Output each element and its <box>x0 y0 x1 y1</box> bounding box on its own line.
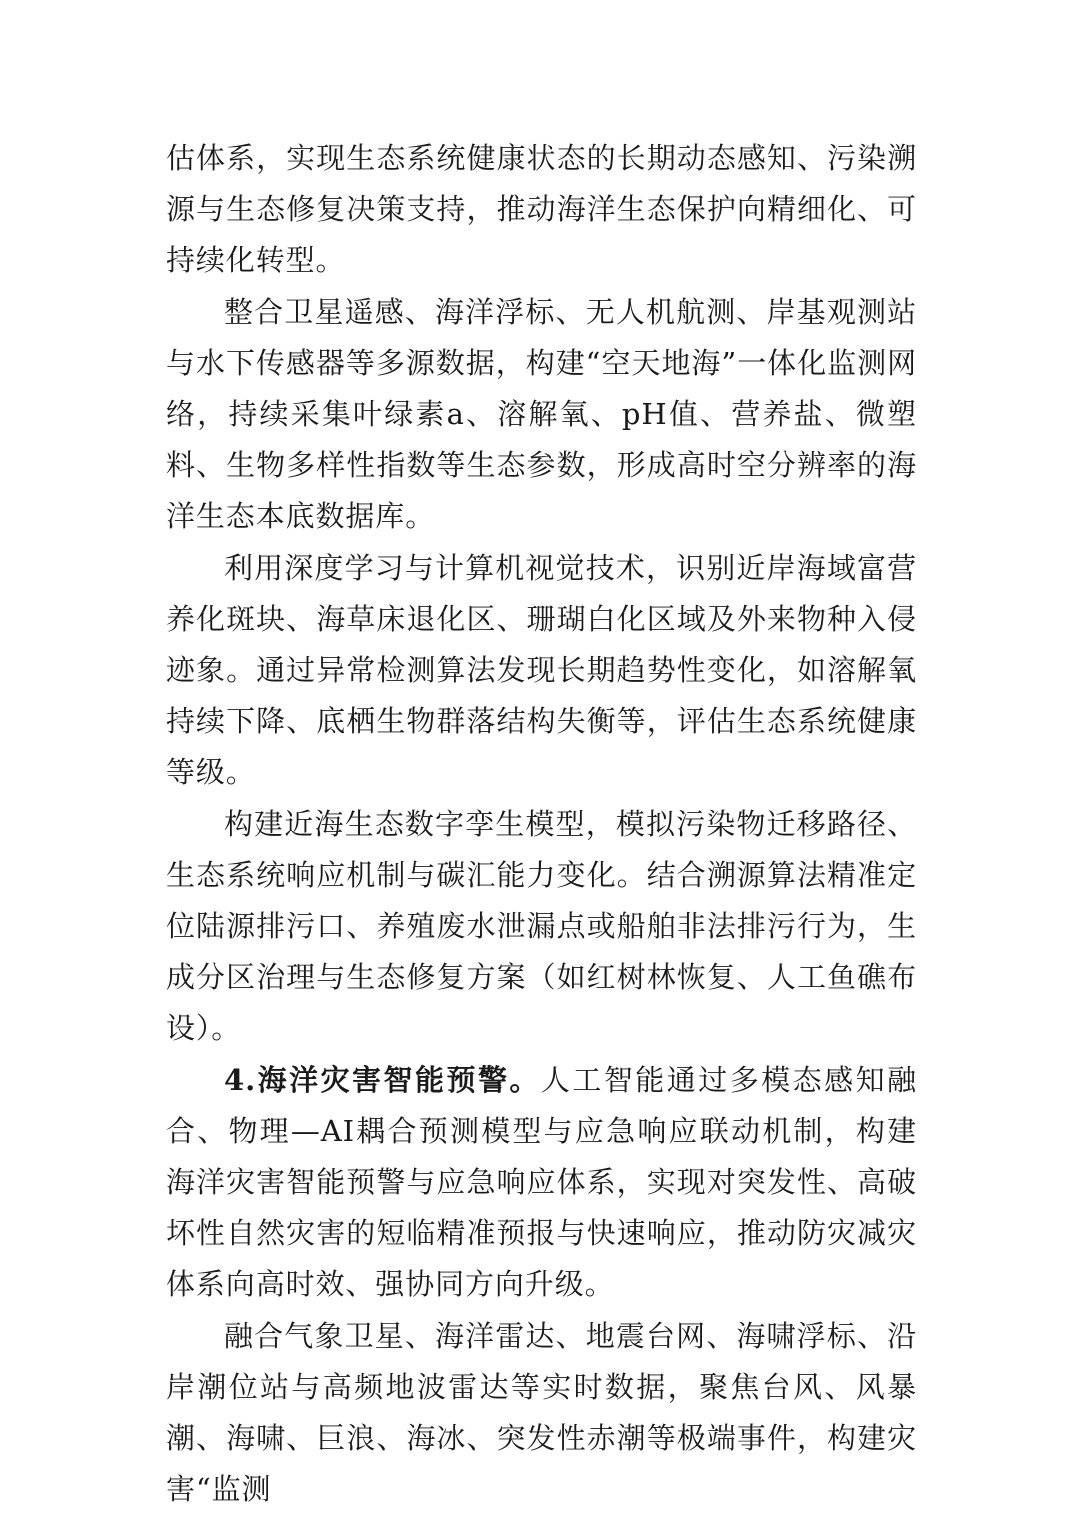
paragraph-disaster-warning <box>166 1055 917 1311</box>
paragraph-continuation: 估体系，实现生态系统健康状态的长期动态感知、污染溯源与生态修复决策支持，推动海洋生态保护向精细化、可持续化转型。 <box>166 141 917 278</box>
document-page <box>166 133 917 1515</box>
paragraph-data-fusion: 融合气象卫星、海洋雷达、地震台网、海啸浮标、沿岸潮位站与高频地波雷达等实时数据，聚焦台风、风暴潮、海啸、巨浪、海冰、突发性赤潮等极端事件，构建灾害“监测 <box>166 1318 917 1507</box>
paragraph-ai-recognition: 利用深度学习与计算机视觉技术，识别近岸海域富营养化斑块、海草床退化区、珊瑚白化区域及外来物种入侵迹象。通过异常检测算法发现长期趋势性变化，如溶解氧持续下降、底栖生物群落结构失衡等，评估生态系统健康等级。 <box>166 550 917 790</box>
paragraph-digital-twin: 构建近海生态数字孪生模型，模拟污染物迁移路径、生态系统响应机制与碳汇能力变化。结合溯源算法精准定位陆源排污口、养殖废水泄漏点或船舶非法排污行为，生成分区治理与生态修复方案（如红树林恢复、人工鱼礁布设）。 <box>166 806 917 1046</box>
section-heading: 4.海洋灾害智能预警。 <box>224 1062 541 1097</box>
paragraph-monitoring-network: 整合卫星遥感、海洋浮标、无人机航测、岸基观测站与水下传感器等多源数据，构建“空天地海”一体化监测网络，持续采集叶绿素a、溶解氧、pH值、营养盐、微塑料、生物多样性指数等生态参数，形成高时空分辨率的海洋生态本底数据库。 <box>166 294 917 534</box>
section-body: 人工智能通过多模态感知融合、物理—AI耦合预测模型与应急响应联动机制，构建海洋灾害智能预警与应急响应体系，实现对突发性、高破坏性自然灾害的短临精准预报与快速响应，推动防灾减灾体系向高时效、强协同方向升级。 <box>166 1062 917 1302</box>
